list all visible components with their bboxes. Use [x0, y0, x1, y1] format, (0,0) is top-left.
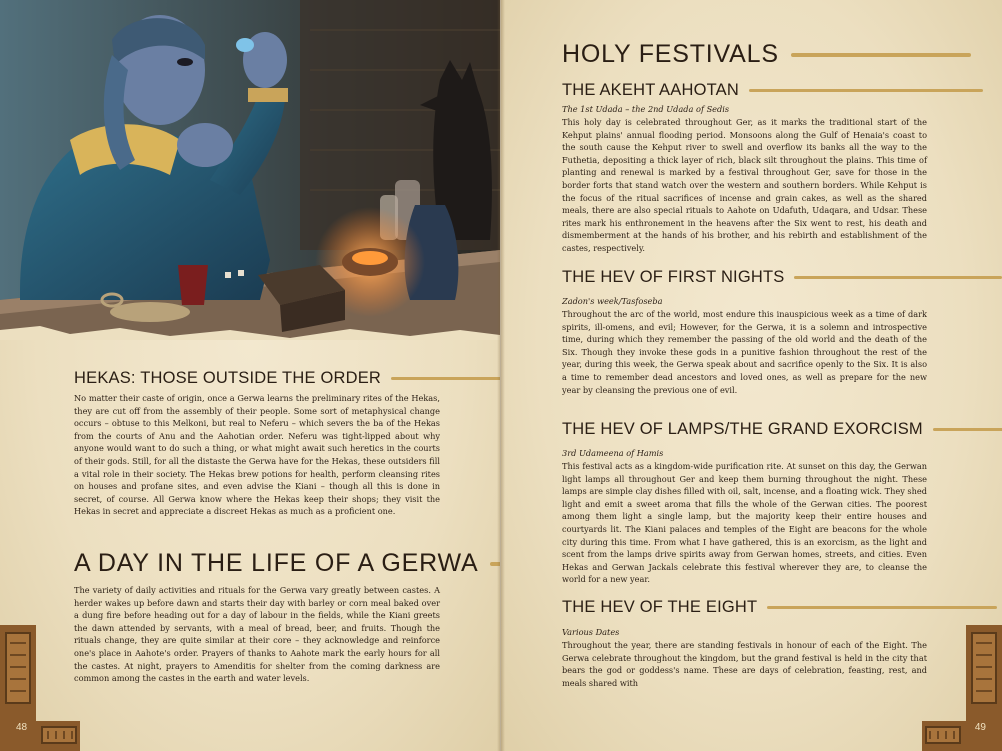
corner-ornament: [922, 625, 1002, 751]
page-title: [562, 40, 971, 69]
festival-heading-lamps: [562, 420, 1002, 439]
page-number-right: 49: [974, 722, 986, 733]
section-heading-hekas: [74, 369, 500, 388]
page-number-left: 48: [16, 722, 28, 733]
festival-date: Various Dates: [562, 627, 620, 637]
heading-text: HEKAS: THOSE OUTSIDE THE ORDER: [74, 369, 382, 387]
corner-ornament: [0, 625, 80, 751]
illustration-art: [0, 0, 500, 340]
festival-paragraph: Throughout the year, there are standing festivals in honour of each of the Eight. The Gerwa celebrate throughout the kingdom, but the grand festival is held in the city that bears the god or goddess's name. These are days of celebration, feasting, rest, and meals shared with: [562, 640, 927, 688]
festival-heading-eight: [562, 598, 997, 617]
heading-text: A DAY IN THE LIFE OF A GERWA: [74, 549, 479, 577]
heading-rule: [391, 377, 500, 380]
heading-rule: [749, 89, 983, 92]
festival-heading-akeht: [562, 81, 983, 100]
heading-text: THE HEV OF FIRST NIGHTS: [562, 268, 785, 286]
day-in-life-paragraph: The variety of daily activities and rituals for the Gerwa vary greatly between castes. A herder wakes up before dawn and starts their day with barley or corn meal baked over a dung fire before heading out for a day of labour in the fields, while the Kiani greets the dawn attended by servants, with a meal of bread, beer, and fruits. Though the rituals change, they are quite similar at their core – they acknowledge and reinforce one's place in Aahote's order. Prayers of thanks to Aahote mark the early hours for all the castes. At night, prayers to Amenditis for shelter from the coming darkness are common among the castes in the earth and water levels.: [74, 585, 440, 684]
heading-rule: [794, 276, 1002, 279]
left-page: [0, 0, 500, 751]
page-title-text: HOLY FESTIVALS: [562, 40, 779, 68]
festival-date: The 1st Udada – the 2nd Udada of Sedis: [562, 104, 730, 114]
festival-date: Zadon's week/Tasfoseba: [562, 296, 663, 306]
festival-heading-first-nights: [562, 268, 1002, 287]
heading-text: THE HEV OF THE EIGHT: [562, 598, 758, 616]
book-gutter: [497, 0, 505, 751]
heading-rule: [933, 428, 1002, 431]
hekas-paragraph: No matter their caste of origin, once a Gerwa learns the preliminary rites of the Hekas, they are cut off from the assembly of their people. Some sort of metaphysical change occurs – obtuse to this Melkoni, but real to Neferu – which severs the ba of the Hekas from the courts of Anu and the Aahotian order. Neferu was tight-lipped about why anyone would want to do such a thing, or what might await such heretics in the courts of their gods. Still, for all the distaste the Gerwa have for the Hekas, these outsiders fill a vital role in their society. The Hekas brew potions for health, perform cleansing rites on houses and profane sites, and even advise the Kiani – though all this is done in secret, of course. All Gerwa know where the Hekas keep their shops; they visit the Hekas in secret and appreciate a discreet Hekas as much as a proficient one.: [74, 393, 440, 517]
festival-paragraph: This festival acts as a kingdom-wide purification rite. At sunset on this day, the Gerwan light lamps all throughout Ger and keep them burning throughout the night. These lamps are simple clay dishes filled with oil, salt, incense, and a floating wick. They shed light and emit a sweet aroma that fills the whole of the Gerwan cities. The poorest among them light a single lamp, but the majority keep their entire houses and courtyards lit. The Kiani palaces and temples of the Eight are beacons for the whole city during this time. From what I have gathered, this is an exorcism, as the light and scent from the lamps drive spirits away from Gerwan homes, streets, and cities. Even Hekas and Gerwan Jackals celebrate this festival wherever they are, to cleanse the world for a new year.: [562, 461, 927, 585]
right-page: [501, 0, 1002, 751]
section-heading-day-in-life: [74, 549, 500, 578]
heading-text: THE HEV OF LAMPS/THE GRAND EXORCISM: [562, 420, 923, 438]
festival-paragraph: This holy day is celebrated throughout Ger, as it marks the traditional start of the Kehput plains' annual flooding period. Monsoons along the Gulf of Henaia's coast to the south cause the Kehput river to swell and overflow its banks all the way to the Futhetia, depositing a thick layer of rich, black silt throughout the plains. This time of planting and renewal is marked by a festival throughout Ger, save for those in the border forts that stand watch over the western and southern borders. While Kehput is the focus of the ritual sacrifices of incense and grain cakes, as well as the shared meals, there are also special rituals to Aahote on Udafuth, Udaqara, and Udsar. These rites mark his enthronement in the heavens after the Six went to rest, his death and dismemberment at the hands of his brother, and his rebirth and establishment of the castes, respectively.: [562, 117, 927, 253]
heading-rule: [767, 606, 997, 609]
heading-rule: [791, 53, 971, 57]
priest-illustration: [0, 0, 500, 340]
festival-paragraph: Throughout the arc of the world, most endure this inauspicious week as a time of dark spirits, ill-omens, and evil; However, for the Gerwa, it is a solemn and introspective time, during which they remember the passing of the old world and the death of the Six. Though they invoke these gods in a punitive fashion throughout the rest of the year, during this week, the Gerwa speak about and sacrifice openly to the Six. It is also a time to remember dead ancestors and loved ones, as well as prepare for the new year by cleansing the previous one of evil.: [562, 309, 927, 395]
festival-date: 3rd Udameena of Hamis: [562, 448, 664, 458]
heading-text: THE AKEHT AAHOTAN: [562, 81, 739, 99]
